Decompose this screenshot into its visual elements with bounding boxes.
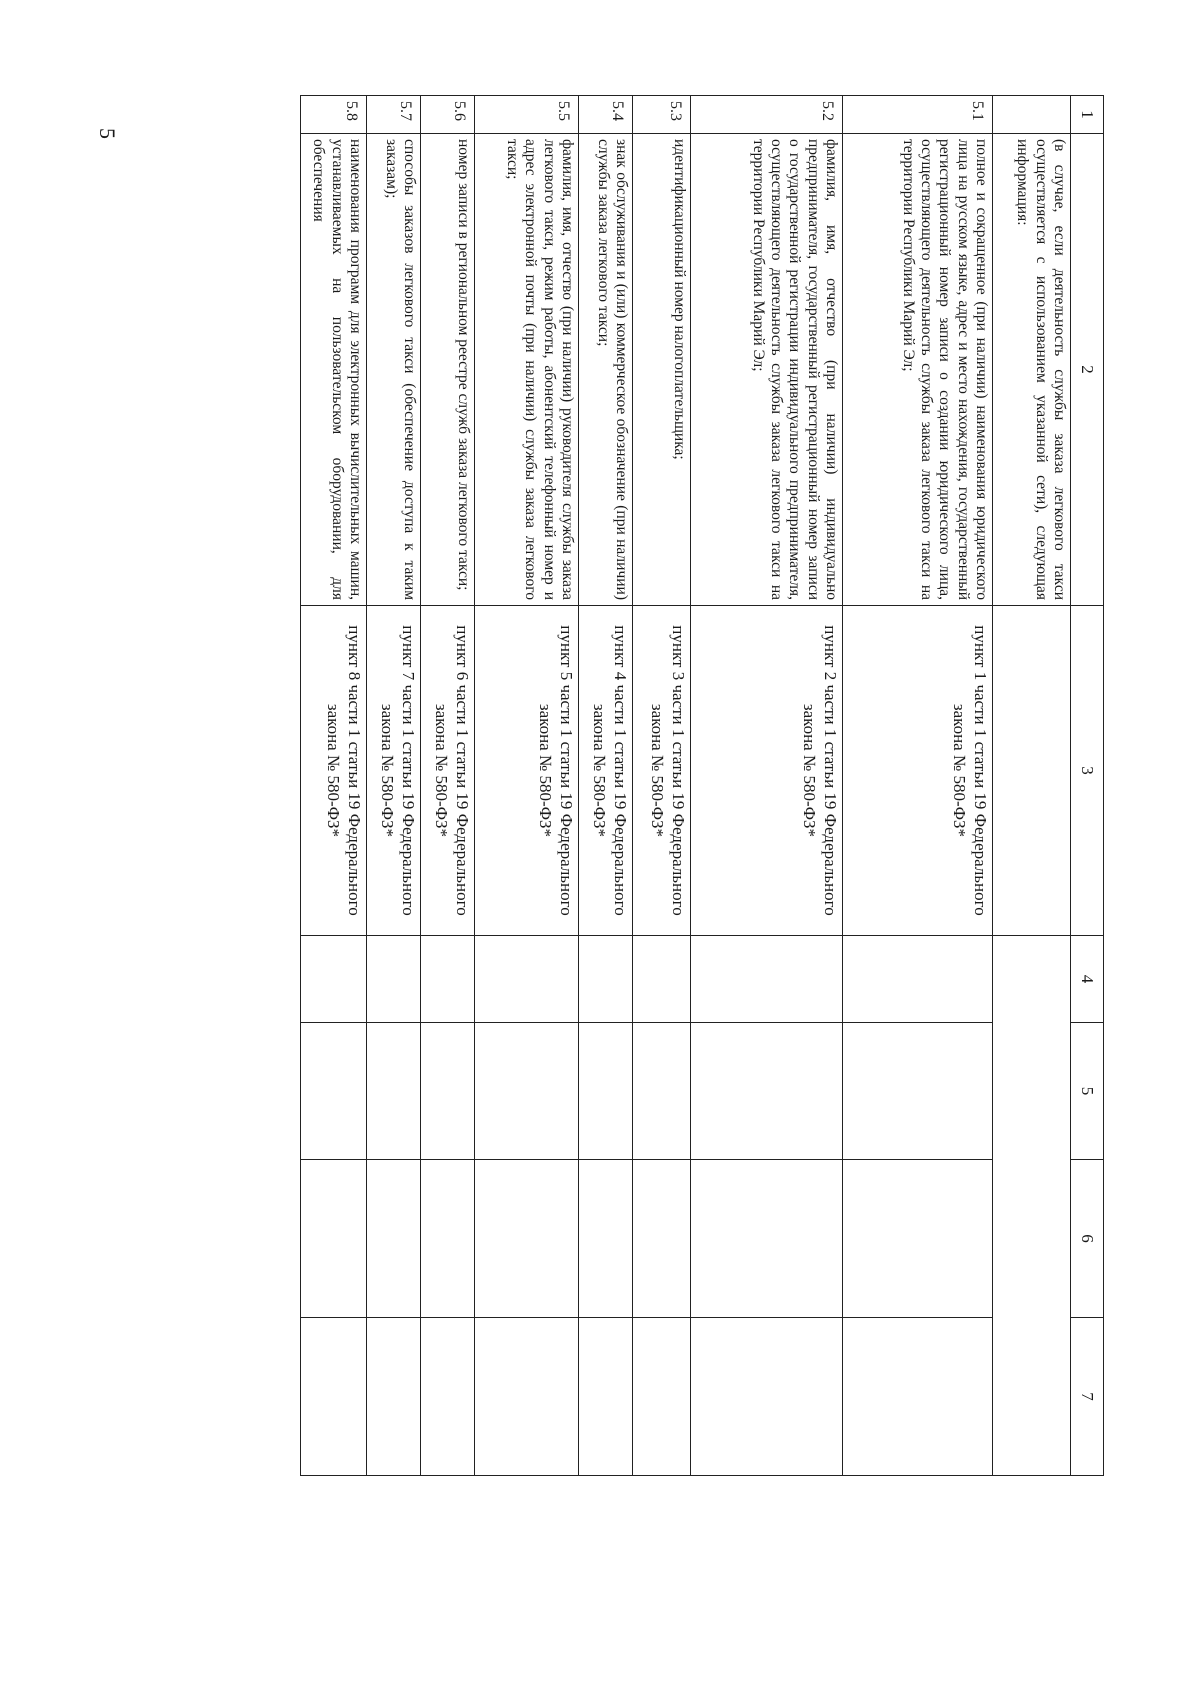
empty-cell [690,1023,842,1160]
row-number-cell: 5.8 [300,96,366,134]
header-cell: 7 [1070,1318,1103,1476]
header-cell: 4 [1070,936,1103,1023]
empty-cell [690,1318,842,1476]
table-row [690,96,842,1476]
requirements-table [300,95,1104,1476]
empty-cell [474,1318,578,1476]
table-row [300,96,366,1476]
empty-cell [632,1023,690,1160]
empty-cell [578,1160,632,1318]
table-row [842,96,992,1476]
basis-cell: пункт 2 части 1 статьи 19 Федерального закона № 580-ФЗ* [690,606,842,936]
empty-cell [842,1318,992,1476]
empty-cell [474,1160,578,1318]
empty-cell [578,936,632,1023]
row-number-cell: 5.6 [420,96,474,134]
row-number-cell: 5.4 [578,96,632,134]
empty-cell [366,1160,420,1318]
description-cell: номер записи в региональном реестре служб заказа легкового такси; [420,134,474,606]
empty-cell [992,936,1070,1476]
empty-cell [578,1023,632,1160]
description-cell: фамилия, имя, отчество (при наличии) руководителя службы заказа легкового такси, режим работы, абонентский телефонный номер и адрес электронной почты (при наличии) службы заказа легкового такси; [474,134,578,606]
empty-cell [366,936,420,1023]
empty-cell [842,1160,992,1318]
header-cell: 3 [1070,606,1103,936]
description-cell: идентификационный номер налогоплательщика; [632,134,690,606]
empty-cell [578,1318,632,1476]
empty-cell [474,936,578,1023]
empty-cell [300,1318,366,1476]
description-cell: полное и сокращенное (при наличии) наименования юридического лица на русском языке, адрес и место нахождения, государственный регистрационный номер записи о создании юридического лица, осуществляющего деятельность службы заказа легкового такси на территории Республики Марий Эл; [842,134,992,606]
table-row [632,96,690,1476]
empty-cell [366,1318,420,1476]
basis-cell: пункт 8 части 1 статьи 19 Федерального закона № 580-ФЗ* [300,606,366,936]
header-row [1070,96,1103,1476]
table-row [474,96,578,1476]
description-cell: наименования программ для электронных вычислительных машин, устанавливаемых на пользовательском оборудовании, для обеспечения [300,134,366,606]
table-row [366,96,420,1476]
basis-cell: пункт 7 части 1 статьи 19 Федерального закона № 580-ФЗ* [366,606,420,936]
empty-cell [690,1160,842,1318]
table-row-intro [992,96,1070,1476]
empty-cell [300,1023,366,1160]
page-number: 5 [95,128,120,139]
empty-cell [842,936,992,1023]
empty-cell [300,936,366,1023]
empty-cell [420,936,474,1023]
description-cell: знак обслуживания и (или) коммерческое обозначение (при наличии) службы заказа легкового такси; [578,134,632,606]
empty-cell [420,1160,474,1318]
empty-cell [366,1023,420,1160]
empty-cell [842,1023,992,1160]
row-number-cell [992,96,1070,134]
basis-cell: пункт 3 части 1 статьи 19 Федерального закона № 580-ФЗ* [632,606,690,936]
header-cell: 1 [1070,96,1103,134]
description-cell: (в случае, если деятельность службы заказа легкового такси осуществляется с использованием указанной сети), следующая информация: [992,134,1070,606]
empty-cell [632,936,690,1023]
empty-cell [420,1318,474,1476]
basis-cell: пункт 4 части 1 статьи 19 Федерального закона № 580-ФЗ* [578,606,632,936]
row-number-cell: 5.3 [632,96,690,134]
empty-cell [632,1318,690,1476]
description-cell: способы заказов легкового такси (обеспечение доступа к таким заказам); [366,134,420,606]
row-number-cell: 5.5 [474,96,578,134]
row-number-cell: 5.1 [842,96,992,134]
table-row [578,96,632,1476]
empty-cell [420,1023,474,1160]
basis-cell: пункт 6 части 1 статьи 19 Федерального закона № 580-ФЗ* [420,606,474,936]
description-cell: фамилия, имя, отчество (при наличии) индивидуально предпринимателя, государственный регистрационный номер записи о государственной регистрации индивидуального предпринимателя, осуществляющего деятельность службы заказа легкового такси на территории Республики Марий Эл; [690,134,842,606]
rotated-table-container [216,95,1104,1475]
basis-cell: пункт 1 части 1 статьи 19 Федерального закона № 580-ФЗ* [842,606,992,936]
empty-cell [690,936,842,1023]
table-row [420,96,474,1476]
empty-cell [300,1160,366,1318]
empty-cell [632,1160,690,1318]
header-cell: 6 [1070,1160,1103,1318]
empty-cell [474,1023,578,1160]
basis-cell [992,606,1070,936]
header-cell: 5 [1070,1023,1103,1160]
row-number-cell: 5.7 [366,96,420,134]
header-cell: 2 [1070,134,1103,606]
basis-cell: пункт 5 части 1 статьи 19 Федерального закона № 580-ФЗ* [474,606,578,936]
row-number-cell: 5.2 [690,96,842,134]
